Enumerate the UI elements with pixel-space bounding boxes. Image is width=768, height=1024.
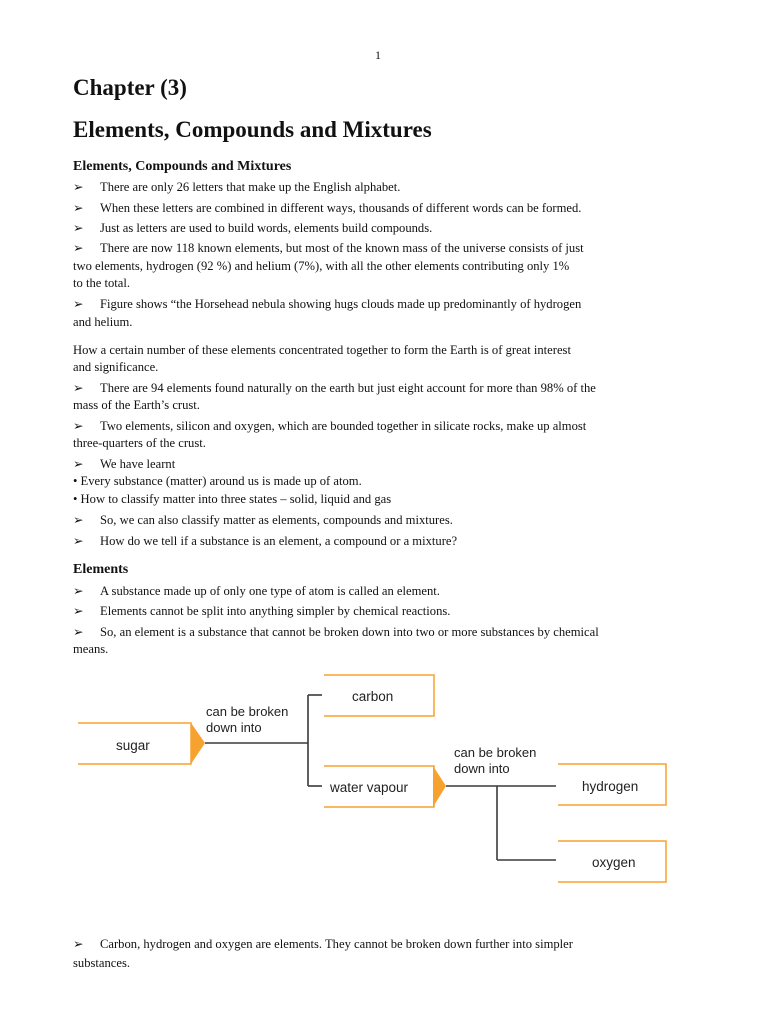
text-line: How a certain number of these elements concentrated together to form the Earth is of great interest <box>73 343 571 357</box>
bullet-line: ➢ Figure shows “the Horsehead nebula showing hugs clouds made up predominantly of hydrogen <box>73 297 582 311</box>
water-vapour-label: water vapour <box>330 780 409 795</box>
bullet-line: ➢ So, an element is a substance that cannot be broken down into two or more substances by chemical <box>73 625 599 639</box>
bullet-line: ➢ There are now 118 known elements, but most of the known mass of the universe consists of just <box>73 241 584 255</box>
arrow-bullet-icon: ➢ <box>73 201 84 215</box>
bullet-line: ➢ Just as letters are used to build words, elements build compounds. <box>73 221 433 235</box>
arrow-bullet-icon: ➢ <box>73 625 84 639</box>
bullet-line: ➢ When these letters are combined in different ways, thousands of different words can be formed. <box>73 201 582 215</box>
sugar-label: sugar <box>116 738 150 753</box>
bullet-line: ➢ We have learnt <box>73 457 176 471</box>
page-title: Elements, Compounds and Mixtures <box>73 117 432 142</box>
arrow-bullet-icon: ➢ <box>73 381 84 395</box>
hydrogen-label: hydrogen <box>582 779 639 794</box>
arrow-bullet-icon: ➢ <box>73 419 84 433</box>
edge-label: down into <box>454 761 510 776</box>
edge-label: can be broken <box>454 745 537 760</box>
arrow-bullet-icon: ➢ <box>73 221 84 235</box>
text-line: two elements, hydrogen (92 %) and helium (7%), with all the other elements contributing only 1% <box>73 259 570 273</box>
box-borders <box>78 675 666 882</box>
text-line: to the total. <box>73 276 131 290</box>
page-number: 1 <box>375 48 381 62</box>
chapter-heading: Chapter (3) <box>73 75 187 100</box>
section-heading: Elements <box>73 562 129 577</box>
arrow-bullet-icon: ➢ <box>73 297 84 311</box>
bullet-line: ➢ There are only 26 letters that make up the English alphabet. <box>73 180 401 194</box>
text-line: substances. <box>73 956 131 970</box>
dot-bullet-line: • How to classify matter into three states – solid, liquid and gas <box>73 492 392 506</box>
oxygen-label: oxygen <box>592 855 636 870</box>
arrow-bullet-icon: ➢ <box>73 180 84 194</box>
arrow-bullet-icon: ➢ <box>73 241 84 255</box>
bullet-line: ➢ So, we can also classify matter as elements, compounds and mixtures. <box>73 513 453 527</box>
bullet-line: ➢ Elements cannot be split into anything simpler by chemical reactions. <box>73 604 451 618</box>
breakdown-diagram <box>76 672 676 892</box>
arrow-bullet-icon: ➢ <box>73 513 84 527</box>
arrow-right-icon <box>433 766 446 807</box>
bullet-line: ➢ Two elements, silicon and oxygen, which are bounded together in silicate rocks, make up almost <box>73 419 587 433</box>
section-heading: Elements, Compounds and Mixtures <box>73 159 292 174</box>
arrow-bullet-icon: ➢ <box>73 937 84 951</box>
text-line: three-quarters of the crust. <box>73 436 206 450</box>
carbon-label: carbon <box>352 689 394 704</box>
arrow-bullet-icon: ➢ <box>73 584 84 598</box>
text-line: means. <box>73 642 109 656</box>
edge-label: can be broken <box>206 704 289 719</box>
text-line: and significance. <box>73 360 159 374</box>
edge-label: down into <box>206 720 262 735</box>
arrow-bullet-icon: ➢ <box>73 457 84 471</box>
bullet-line: ➢ There are 94 elements found naturally on the earth but just eight account for more than 98% of the <box>73 381 596 395</box>
dot-bullet-line: • Every substance (matter) around us is made up of atom. <box>73 474 362 488</box>
arrow-bullet-icon: ➢ <box>73 534 84 548</box>
bullet-line: ➢ How do we tell if a substance is an element, a compound or a mixture? <box>73 534 458 548</box>
bullet-line: ➢ Carbon, hydrogen and oxygen are elements. They cannot be broken down further into simpler <box>73 937 573 951</box>
arrow-right-icon <box>191 723 205 764</box>
bullet-line: ➢ A substance made up of only one type of atom is called an element. <box>73 584 440 598</box>
arrow-bullet-icon: ➢ <box>73 604 84 618</box>
text-line: mass of the Earth’s crust. <box>73 398 200 412</box>
text-line: and helium. <box>73 315 133 329</box>
